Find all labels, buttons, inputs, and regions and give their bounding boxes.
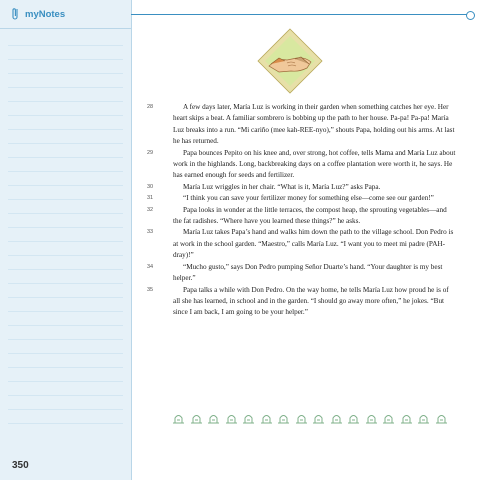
paragraph-number: 29: [147, 149, 154, 156]
paragraph-text: María Luz wriggles in her chair. “What is it, María Luz?” asks Papa.: [183, 182, 381, 191]
garden-ornament-icon: [260, 412, 273, 424]
garden-ornament-icon: [347, 412, 360, 424]
garden-ornament-icon: [277, 412, 290, 424]
paragraph-28: [147, 102, 457, 148]
paragraph-text: “I think you can save your fertilizer money for something else—come see our garden!”: [183, 194, 434, 203]
garden-ornament-icon: [190, 412, 203, 424]
header-rule: [131, 14, 470, 15]
paragraph-text: Papa talks a while with Don Pedro. On the way home, he tells María Luz how proud he is of all she has learned, in school and in the garden. “I should go away more often,” he jokes. “But since I am back, I am going to be your helper.”: [173, 285, 449, 317]
paragraph-number: 33: [147, 229, 154, 236]
garden-ornament-icon: [435, 412, 448, 424]
page-number: 350: [12, 460, 29, 471]
garden-ornament-icon: [295, 412, 308, 424]
paragraph-number: 28: [147, 104, 154, 110]
mynotes-header[interactable]: [0, 0, 131, 29]
handshake-icon: [257, 28, 323, 94]
paragraph-number: 31: [147, 195, 154, 202]
notes-lines: [8, 32, 123, 430]
paragraph-number: 30: [147, 183, 154, 190]
garden-ornament-icon: [312, 412, 325, 424]
garden-ornament-icon: [330, 412, 343, 424]
paragraph-30: [147, 182, 457, 193]
paragraph-number: 34: [147, 263, 154, 270]
notes-margin: [0, 0, 132, 480]
mynotes-label: myNotes: [25, 8, 66, 20]
paragraph-31: [147, 193, 457, 204]
paragraph-text: Papa bounces Pepito on his knee and, over strong, hot coffee, tells Mama and María Luz about work in the highlands. Long, backbreaking days on a coffee plantation were worth it, he says. He has earned enough for seeds and fertilizer.: [173, 148, 456, 180]
paragraph-text: A few days later, María Luz is working in their garden when something catches her eye. Her heart skips a beat. A familiar sombrero is bobbing up the path to her house. Pa-pa! Pa-pa! María Luz breaks into a run. “Mi cariño (mee kah-REE-nyo),” shouts Papa, holding out his arms. At last he has returned.: [173, 103, 455, 146]
paragraph-text: María Luz takes Papa’s hand and walks him down the path to the village school. Don Pedro is at work in the school garden. “Maestro,” calls María Luz. “I want you to meet mi padre (PAH-dray)!”: [173, 228, 454, 260]
paragraph-35: [147, 285, 457, 319]
garden-ornament-icon: [207, 412, 220, 424]
header-rule-end: [466, 11, 475, 20]
garden-ornament-icon: [417, 412, 430, 424]
garden-ornament-icon: [382, 412, 395, 424]
garden-ornament-icon: [365, 412, 378, 424]
garden-ornament-icon: [400, 412, 413, 424]
paragraph-33: [147, 227, 457, 261]
garden-ornament-icon: [172, 412, 185, 424]
paragraph-32: [147, 205, 457, 228]
paragraph-34: [147, 262, 457, 285]
garden-ornament-row: [172, 411, 448, 425]
paragraph-number: 35: [147, 286, 154, 293]
paperclip-icon: [10, 6, 20, 22]
garden-ornament-icon: [242, 412, 255, 424]
paragraph-number: 32: [147, 206, 154, 213]
paragraph-text: “Mucho gusto,” says Don Pedro pumping Señor Duarte’s hand. “Your daughter is my best helper.”: [173, 262, 443, 283]
paragraph-text: Papa looks in wonder at the little terraces, the compost heap, the sprouting vegetables—and the fat radishes. “Where have you learned these things?” he asks.: [173, 205, 447, 226]
paragraph-29: [147, 148, 457, 182]
garden-ornament-icon: [225, 412, 238, 424]
story-body: [147, 102, 457, 319]
